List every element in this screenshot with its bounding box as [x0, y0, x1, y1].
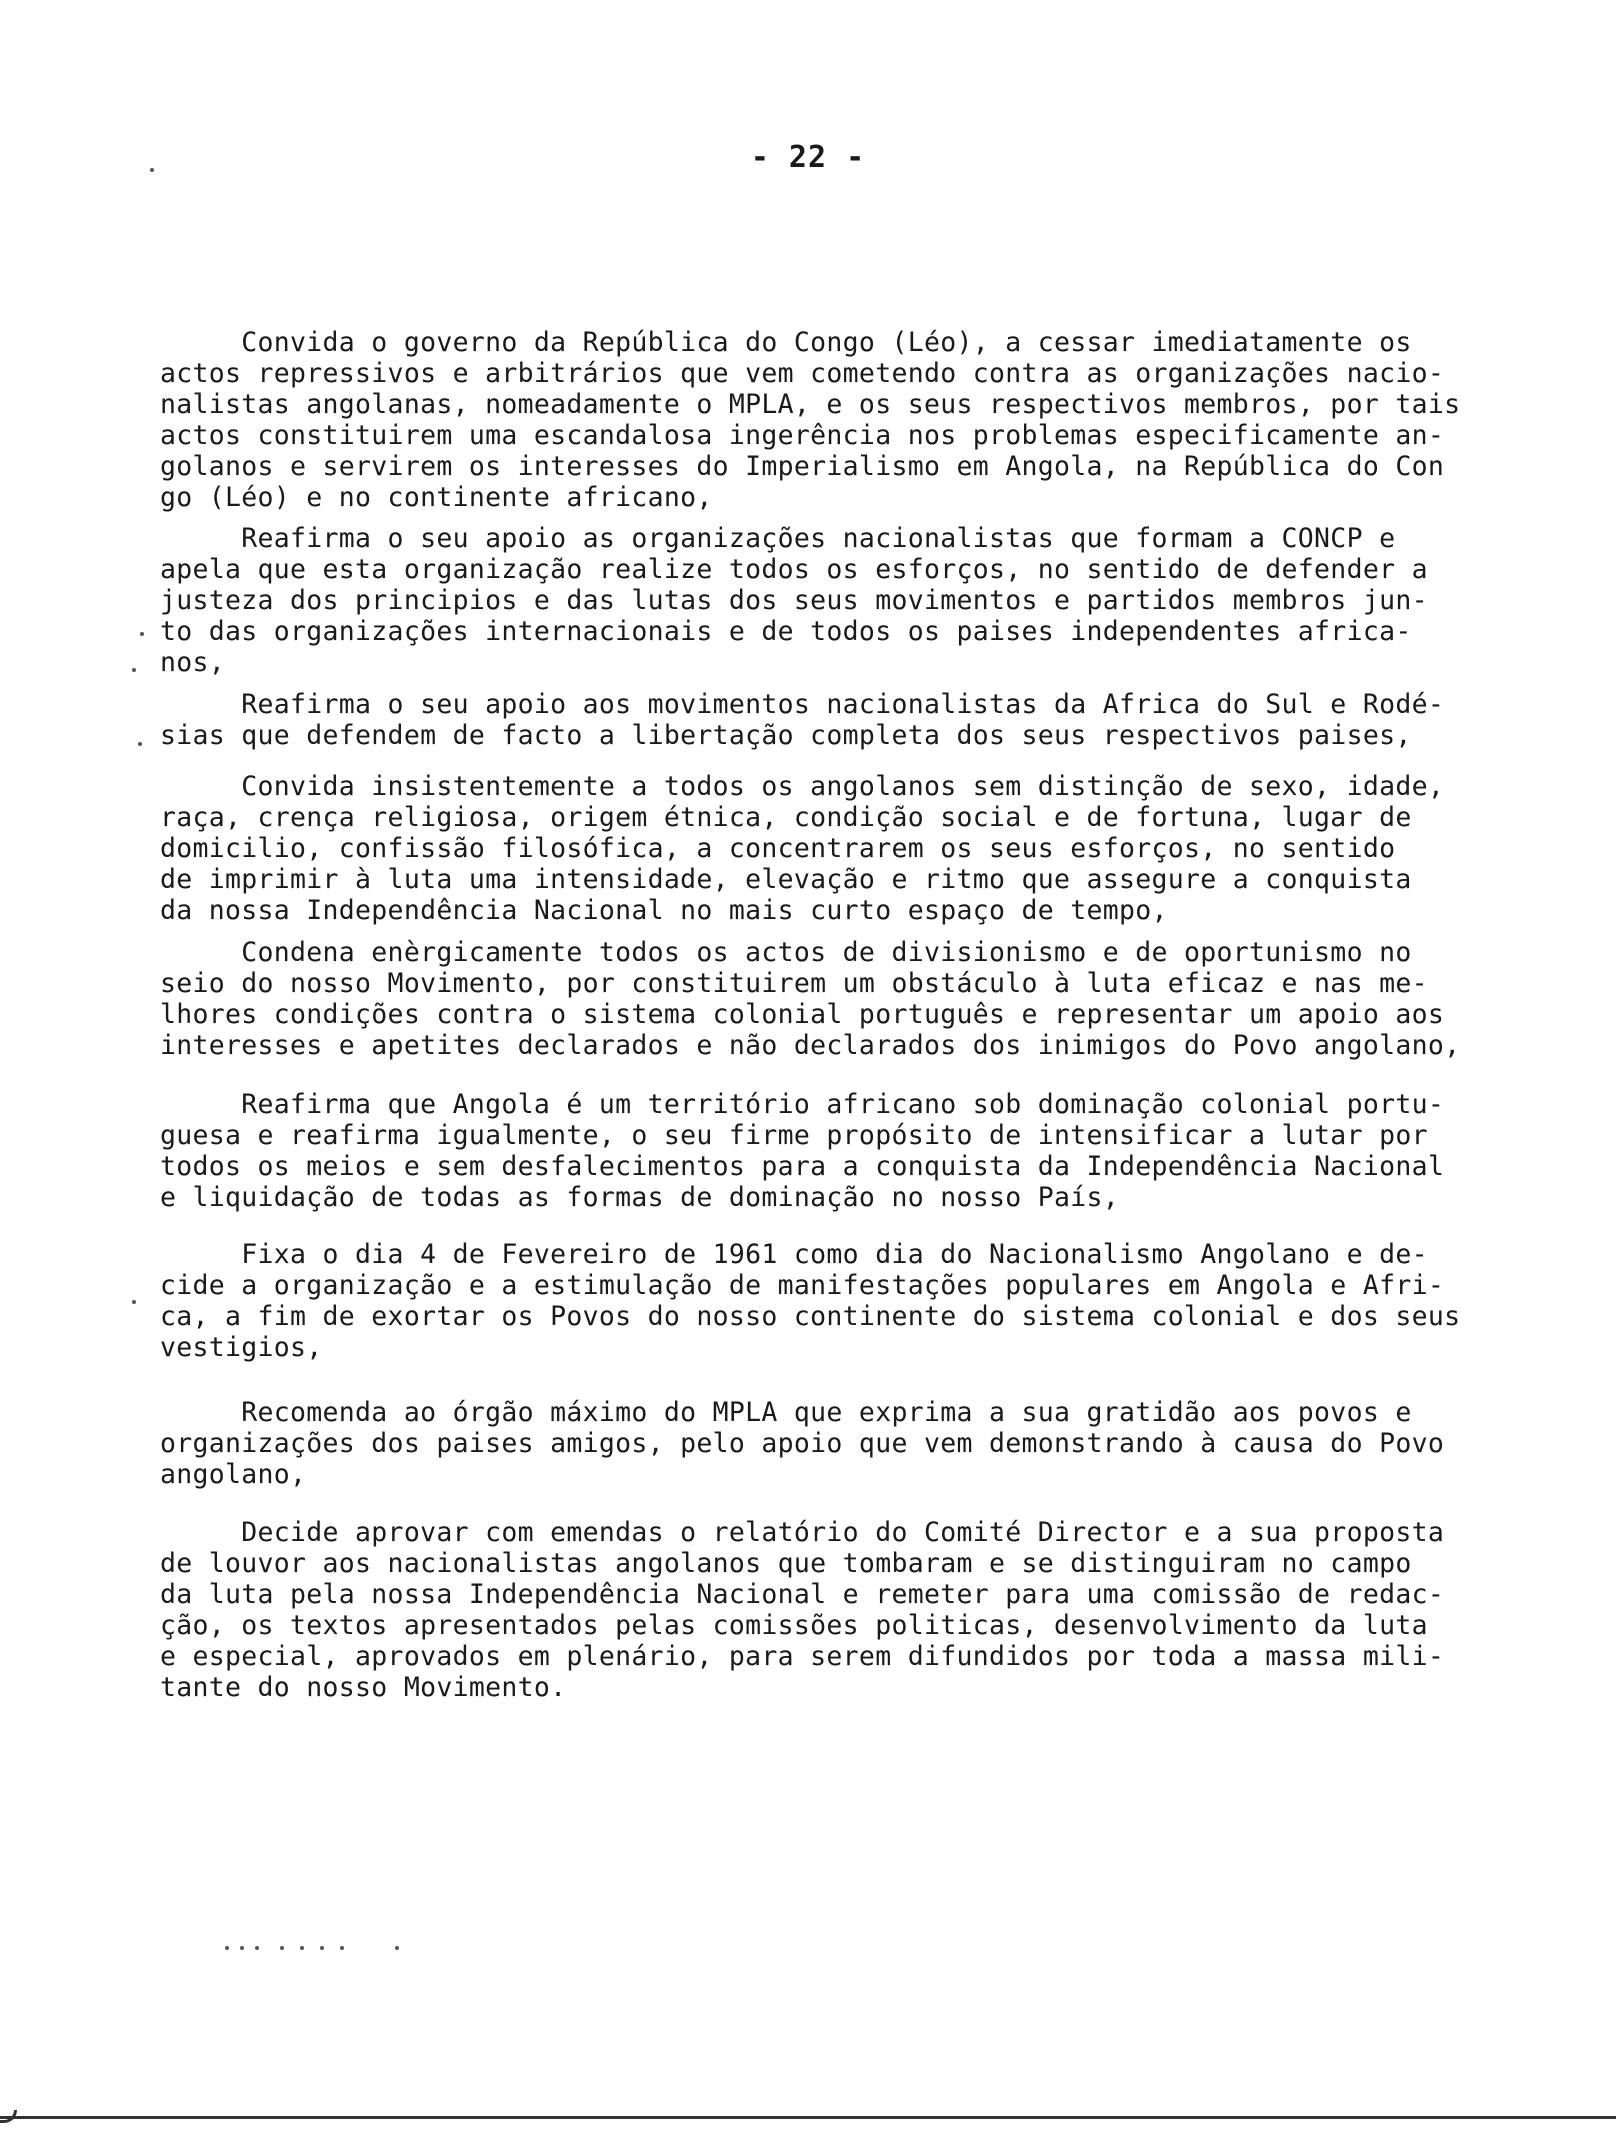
text-line: nalistas angolanas, nomeadamente o MPLA, e os seus respectivos membros, por tais	[160, 389, 1461, 420]
scan-speck	[395, 1946, 399, 1950]
scan-speck	[150, 168, 154, 172]
text-line: Reafirma o seu apoio aos movimentos nacionalistas da Africa do Sul e Rodé-	[160, 689, 1445, 720]
text-line: cide a organização e a estimulação de manifestações populares em Angola e Afri-	[160, 1270, 1445, 1301]
scan-speck	[225, 1946, 229, 1950]
text-line: Recomenda ao órgão máximo do MPLA que exprima a sua gratidão aos povos e	[160, 1397, 1412, 1428]
text-line: organizações dos paises amigos, pelo apoio que vem demonstrando à causa do Povo	[160, 1428, 1445, 1459]
text-line: Reafirma o seu apoio as organizações nacionalistas que formam a CONCP e	[160, 523, 1396, 554]
text-line: da luta pela nossa Independência Nacional e remeter para uma comissão de redac-	[160, 1579, 1445, 1610]
scan-speck	[280, 1946, 284, 1950]
text-line: Condena enèrgicamente todos os actos de divisionismo e de oportunismo no	[160, 937, 1412, 968]
scan-speck	[140, 632, 144, 636]
text-line: guesa e reafirma igualmente, o seu firme propósito de intensificar a lutar por	[160, 1120, 1428, 1151]
text-line: sias que defendem de facto a libertação completa dos seus respectivos paises,	[160, 720, 1412, 751]
text-line: vestigios,	[160, 1332, 323, 1363]
text-line: e especial, aprovados em plenário, para serem difundidos por toda a massa mili-	[160, 1641, 1445, 1672]
text-line: domicilio, confissão filosófica, a concentrarem os seus esforços, no sentido	[160, 833, 1396, 864]
text-line: todos os meios e sem desfalecimentos para a conquista da Independência Nacional	[160, 1151, 1445, 1182]
text-line: da nossa Independência Nacional no mais curto espaço de tempo,	[160, 895, 1168, 926]
scan-speck	[240, 1946, 244, 1950]
text-line: golanos e servirem os interesses do Imperialismo em Angola, na República do Con	[160, 451, 1445, 482]
text-line: Fixa o dia 4 de Fevereiro de 1961 como dia do Nacionalismo Angolano e de-	[160, 1239, 1428, 1270]
text-line: tante do nosso Movimento.	[160, 1672, 567, 1703]
text-line: actos repressivos e arbitrários que vem cometendo contra as organizações nacio-	[160, 358, 1445, 389]
text-line: Decide aprovar com emendas o relatório do Comité Director e a sua proposta	[160, 1517, 1445, 1548]
scan-speck	[138, 742, 142, 746]
text-line: ção, os textos apresentados pelas comissões politicas, desenvolvimento da luta	[160, 1610, 1428, 1641]
text-line: de louvor aos nacionalistas angolanos que tombaram e se distinguiram no campo	[160, 1548, 1412, 1579]
text-line: actos constituirem uma escandalosa ingerência nos problemas especificamente an-	[160, 420, 1445, 451]
text-line: ca, a fim de exortar os Povos do nosso continente do sistema colonial e dos seus	[160, 1301, 1461, 1332]
text-line: Convida o governo da República do Congo (Léo), a cessar imediatamente os	[160, 327, 1412, 358]
text-line: lhores condições contra o sistema colonial português e representar um apoio aos	[160, 999, 1445, 1030]
text-line: e liquidação de todas as formas de dominação no nosso País,	[160, 1182, 1120, 1213]
text-line: justeza dos principios e das lutas dos seus movimentos e partidos membros jun-	[160, 585, 1428, 616]
scan-speck	[340, 1946, 344, 1950]
scan-speck	[132, 668, 136, 672]
text-line: Reafirma que Angola é um território africano sob dominação colonial portu-	[160, 1089, 1445, 1120]
scan-speck	[255, 1946, 259, 1950]
text-line: angolano,	[160, 1459, 307, 1490]
page-number: - 22 -	[750, 140, 866, 175]
scan-speck	[300, 1946, 304, 1950]
page-edge-line	[0, 2116, 1616, 2119]
text-line: to das organizações internacionais e de todos os paises independentes africa-	[160, 616, 1412, 647]
text-line: de imprimir à luta uma intensidade, elevação e ritmo que assegure a conquista	[160, 864, 1412, 895]
text-line: seio do nosso Movimento, por constituirem um obstáculo à luta eficaz e nas me-	[160, 968, 1428, 999]
text-line: go (Léo) e no continente africano,	[160, 482, 713, 513]
text-line: Convida insistentemente a todos os angolanos sem distinção de sexo, idade,	[160, 771, 1445, 802]
text-line: raça, crença religiosa, origem étnica, condição social e de fortuna, lugar de	[160, 802, 1412, 833]
scan-speck	[320, 1946, 324, 1950]
scan-speck	[132, 1300, 136, 1304]
text-line: apela que esta organização realize todos os esforços, no sentido de defender a	[160, 554, 1428, 585]
text-line: nos,	[160, 647, 226, 678]
text-line: interesses e apetites declarados e não declarados dos inimigos do Povo angolano,	[160, 1030, 1461, 1061]
